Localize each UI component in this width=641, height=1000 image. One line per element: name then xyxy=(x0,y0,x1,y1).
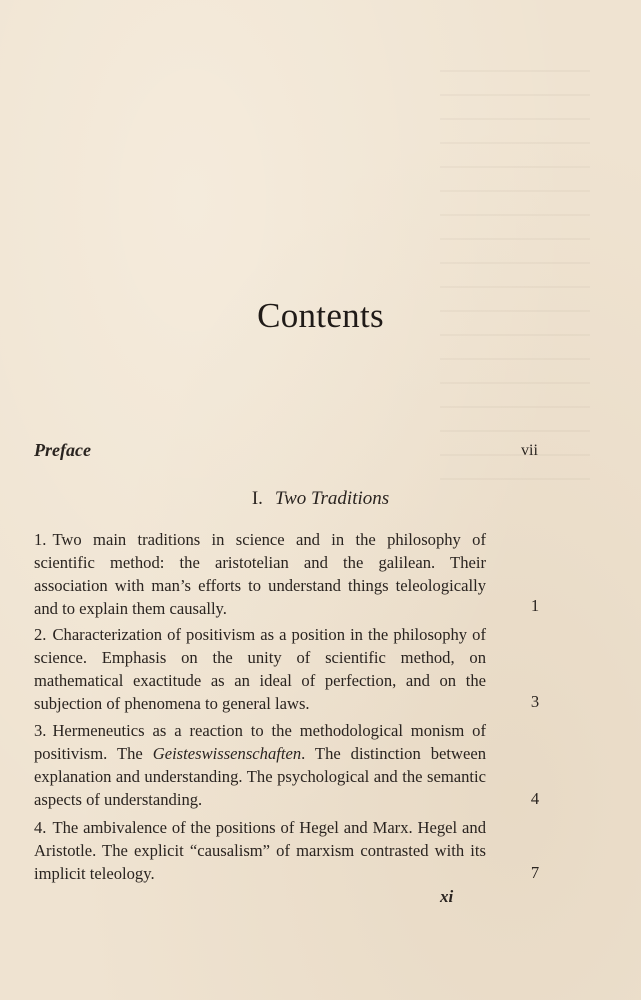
chapter-number: I. xyxy=(251,488,263,509)
page-title: Contents xyxy=(257,296,384,335)
toc-entry-1 xyxy=(34,528,486,620)
entry-text-italic: Geisteswissenschaften xyxy=(152,744,302,763)
show-through-texture xyxy=(440,70,590,490)
entry-number: 2. xyxy=(34,625,47,644)
entry-text: Characterization of positivism as a position in the philosophy of science. Emphasis on the unity of scientific method, on mathematical exactitude as an ideal of perfection, and on the subjection of phenomena to general laws. xyxy=(34,625,486,713)
entry-text: The ambivalence of the positions of Hegel and Marx. Hegel and Aristotle. The explicit “causalism” of marxism contrasted with its implicit teleology. xyxy=(34,818,486,883)
preface-label: Preface xyxy=(34,440,91,460)
chapter-title: Two Traditions xyxy=(274,488,390,509)
entry-number: 3. xyxy=(34,721,47,740)
entry-page-number-4: 7 xyxy=(530,863,540,882)
entry-number: 1. xyxy=(34,530,47,549)
toc-entry-4 xyxy=(34,816,486,885)
entry-text-before: Hermeneutics as a reaction to the methodological monism of positivism. The xyxy=(34,721,486,763)
entry-page-number-2: 3 xyxy=(530,692,540,711)
chapter-heading xyxy=(0,488,641,510)
toc-entry-2 xyxy=(34,623,486,715)
page-folio: xi xyxy=(440,887,454,906)
entry-text-after: . The distinction between explanation and understanding. The psychological and the semantic aspects of understanding. xyxy=(34,744,486,809)
preface-page-number: vii xyxy=(521,442,538,459)
entry-number: 4. xyxy=(34,818,47,837)
entry-text: Two main traditions in science and in the philosophy of scientific method: the aristotelian and the galilean. Their association with man’s efforts to understand things teleologically and to explain them causally. xyxy=(34,530,486,618)
entry-page-number-3: 4 xyxy=(530,789,540,808)
entry-page-number-1: 1 xyxy=(530,596,540,615)
toc-entry-3 xyxy=(34,719,486,811)
